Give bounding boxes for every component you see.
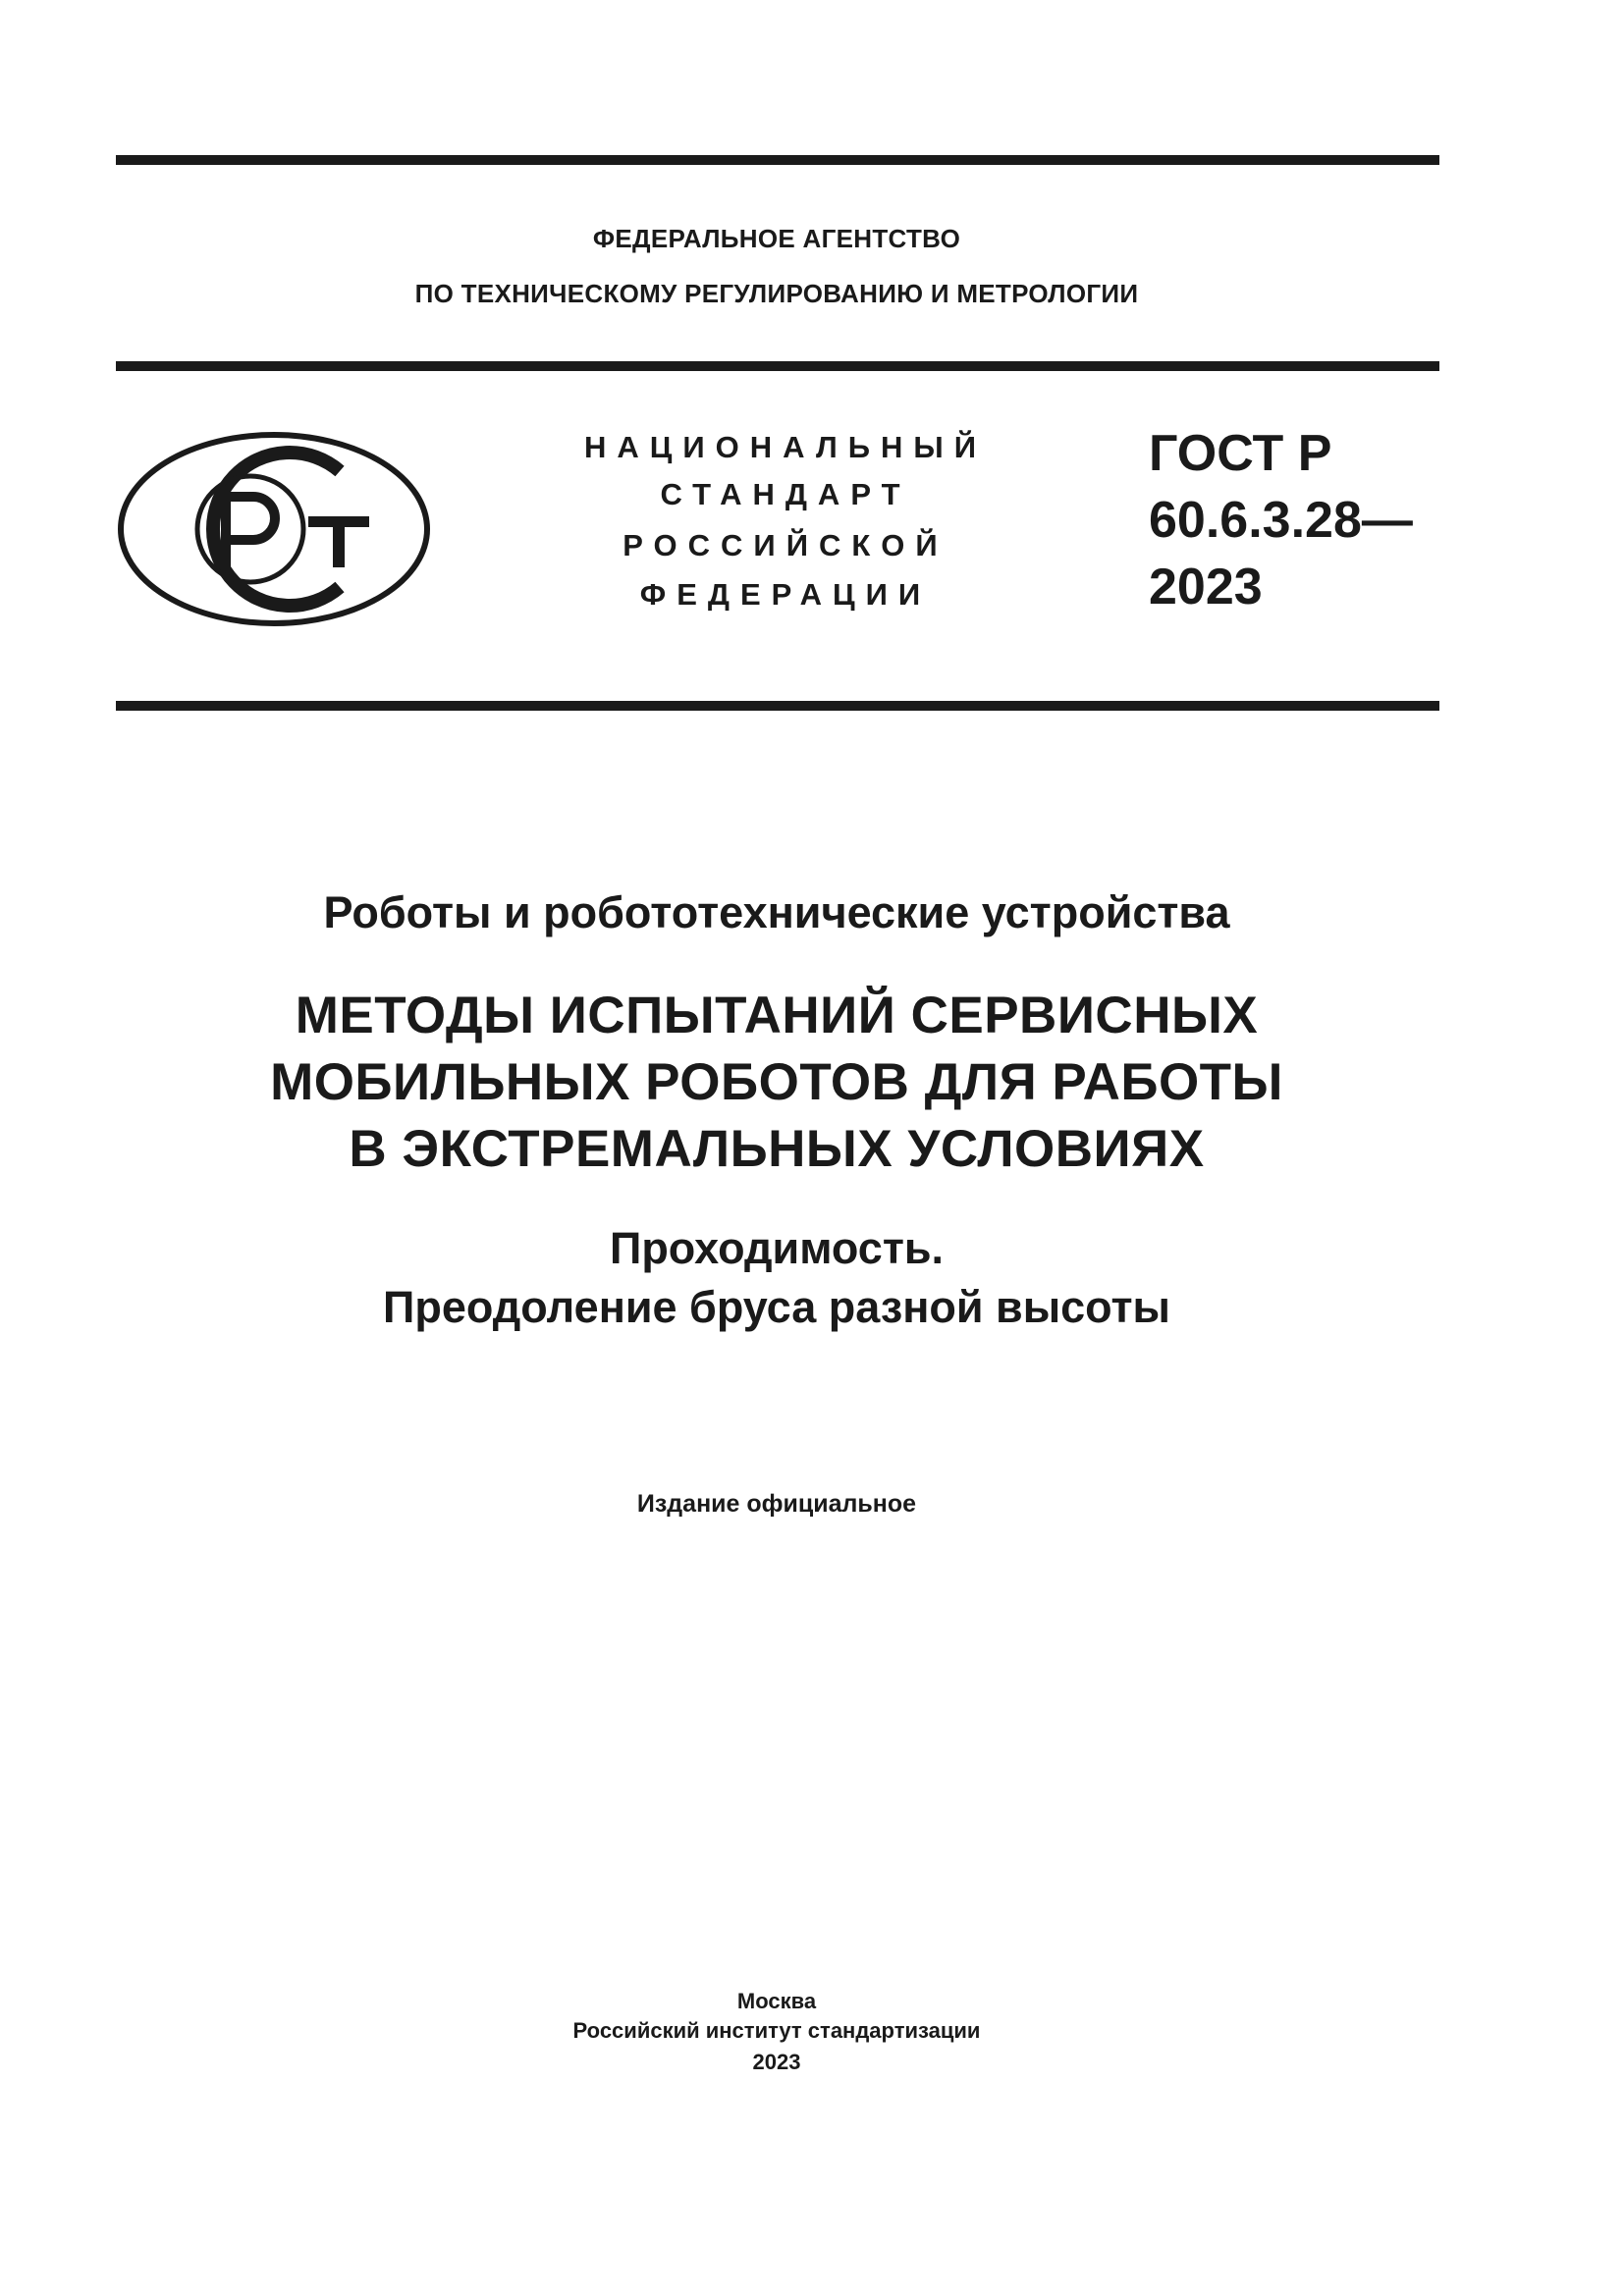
main-title-line-1: МЕТОДЫ ИСПЫТАНИЙ СЕРВИСНЫХ bbox=[295, 987, 1259, 1044]
edition-label: Издание официальное bbox=[636, 1490, 917, 1518]
top-rule bbox=[116, 155, 1439, 165]
standard-designation-line-3: 2023 bbox=[1149, 559, 1263, 615]
national-standard-label-line-1: НАЦИОНАЛЬНЫЙ bbox=[583, 430, 988, 464]
header-bottom-rule bbox=[116, 361, 1439, 371]
standard-designation-line-1: ГОСТ Р bbox=[1149, 425, 1332, 482]
standard-block-bottom-rule bbox=[116, 701, 1439, 711]
agency-name-line-2: ПО ТЕХНИЧЕСКОМУ РЕГУЛИРОВАНИЮ И МЕТРОЛОГИИ bbox=[414, 279, 1139, 308]
imprint-publisher: Российский институт стандартизации bbox=[572, 2018, 981, 2043]
main-title-line-3: В ЭКСТРЕМАЛЬНЫХ УСЛОВИЯХ bbox=[349, 1120, 1205, 1178]
national-standard-label-line-2: СТАНДАРТ bbox=[660, 477, 911, 511]
national-standard-label-line-4: ФЕДЕРАЦИИ bbox=[639, 577, 932, 612]
imprint-city: Москва bbox=[736, 1989, 817, 2013]
rst-certification-mark-icon bbox=[116, 430, 432, 628]
imprint-year: 2023 bbox=[752, 2050, 801, 2074]
agency-name-line-1: ФЕДЕРАЛЬНОЕ АГЕНТСТВО bbox=[592, 224, 961, 253]
standard-designation-line-2: 60.6.3.28— bbox=[1149, 492, 1413, 549]
main-title-line-2: МОБИЛЬНЫХ РОБОТОВ ДЛЯ РАБОТЫ bbox=[270, 1053, 1283, 1111]
national-standard-label-line-3: РОССИЙСКОЙ bbox=[623, 528, 948, 562]
part-title-line-1: Проходимость. bbox=[609, 1223, 945, 1273]
part-title-line-2: Преодоление бруса разной высоты bbox=[382, 1282, 1170, 1332]
subject-title: Роботы и робототехнические устройства bbox=[323, 887, 1230, 937]
